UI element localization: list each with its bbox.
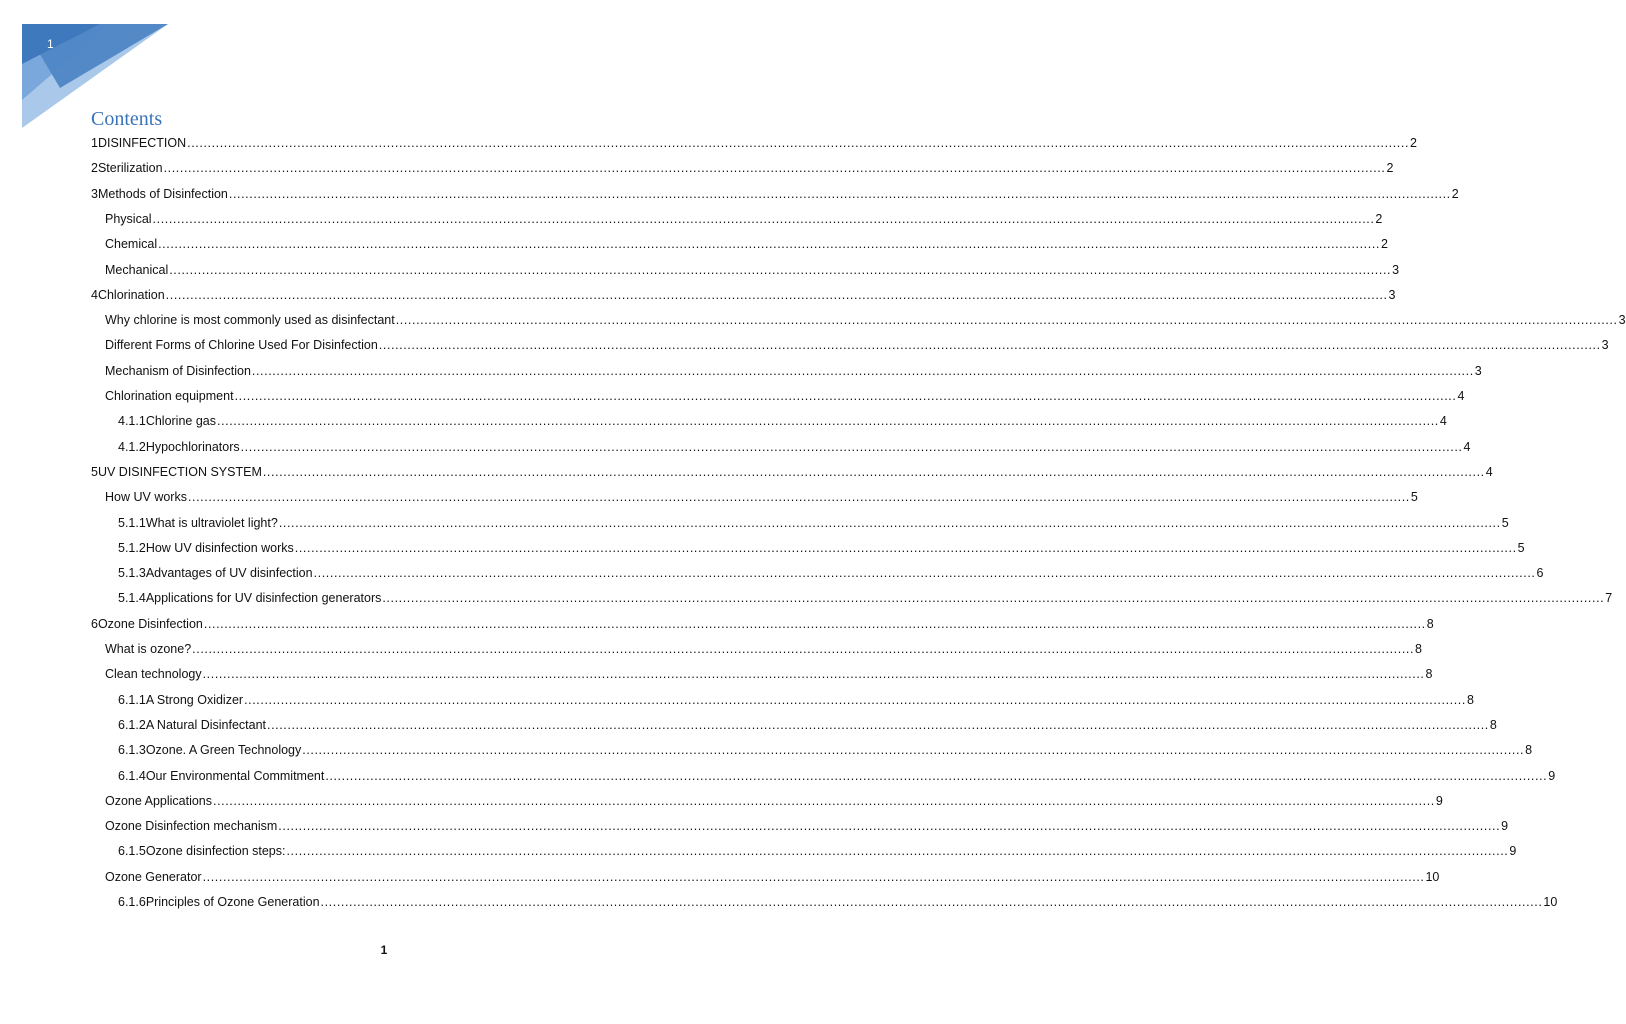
toc-entry[interactable] [91,462,1493,482]
toc-entry-number: 4 [91,287,98,302]
toc-entry-number: 4.1.1 [118,414,146,429]
toc-entry[interactable] [91,158,1394,178]
toc-dot-leader: ............................................................................................................................................................................................................................................................................................................ [202,667,1425,682]
toc-entry-page: 4 [1457,389,1465,403]
toc-dot-leader: ............................................................................................................................................................................................................................................................................................................ [217,414,1439,429]
toc-entry[interactable] [105,487,1418,507]
toc-entry-page: 5 [1517,540,1525,555]
toc-entry-title: Clean technology [105,667,202,682]
toc-dot-leader: ............................................................................................................................................................................................................................................................................................................ [267,717,1489,732]
toc-entry-title: A Strong Oxidizer [145,692,244,707]
toc-entry-title: Applications for UV disinfection generators [145,591,382,606]
toc-entry-page: 8 [1489,717,1497,732]
toc-dot-leader: ............................................................................................................................................................................................................................................................................................................ [294,540,1517,555]
toc-entry[interactable] [118,563,1544,583]
toc-entry[interactable] [91,184,1459,204]
toc-entry[interactable] [105,234,1388,254]
toc-entry[interactable] [118,715,1497,735]
toc-entry-page: 4 [1485,464,1493,479]
toc-entry-page: 5 [1501,515,1509,530]
toc-entry-page: 8 [1415,642,1422,656]
toc-entry[interactable] [118,766,1556,786]
toc-entry-title: Mechanical [105,262,169,277]
toc-entry-page: 8 [1466,692,1474,707]
toc-entry-title: Ozone Applications [105,793,213,808]
toc-entry-page: 7 [1605,591,1613,606]
toc-entry-title: Ozone disinfection steps: [145,844,286,859]
toc-entry-title: Hypochlorinators [145,439,240,454]
toc-entry-page: 9 [1509,844,1517,859]
toc-entry-page: 9 [1548,768,1556,783]
toc-entry[interactable] [91,133,1417,153]
toc-entry-title: What is ultraviolet light? [145,515,278,530]
toc-entry-title: Ozone Generator [105,869,202,884]
toc-entry[interactable] [105,209,1383,229]
toc-entry[interactable] [105,867,1440,887]
toc-entry-title: Ozone. A Green Technology [145,743,302,758]
toc-entry-number: 6.1.4 [118,768,146,783]
toc-dot-leader: ............................................................................................................................................................................................................................................................................................................ [192,642,1415,656]
toc-dot-leader: ............................................................................................................................................................................................................................................................................................................ [325,768,1548,783]
toc-entry[interactable] [118,437,1471,457]
toc-entry-title: Mechanism of Disinfection [105,363,251,378]
toc-entry[interactable] [105,816,1509,836]
toc-entry-title: Why chlorine is most commonly used as disinfectant [105,313,395,328]
toc-entry-page: 2 [1410,136,1417,150]
toc-entry[interactable] [118,740,1533,760]
toc-dot-leader: ............................................................................................................................................................................................................................................................................................................ [278,819,1501,834]
toc-entry-number: 5.1.2 [118,540,146,555]
toc-entry[interactable] [105,361,1482,381]
toc-entry-title: Different Forms of Chlorine Used For Disinfection [105,338,378,353]
toc-entry-number: 1 [91,136,98,150]
toc-entry-page: 2 [1451,186,1459,201]
toc-entry-title: UV DISINFECTION SYSTEM [97,464,262,479]
toc-dot-leader: ............................................................................................................................................................................................................................................................................................................ [213,793,1435,808]
toc-entry[interactable] [118,513,1509,533]
toc-entry-number: 3 [91,186,98,201]
toc-entry-page: 4 [1439,414,1447,429]
toc-entry-page: 4 [1463,439,1471,454]
toc-dot-leader: ............................................................................................................................................................................................................................................................................................................ [187,490,1410,505]
toc-dot-leader: ............................................................................................................................................................................................................................................................................................................ [286,844,1509,859]
toc-entry-title: Advantages of UV disinfection [145,566,313,581]
toc-entry-title: Chlorination equipment [105,389,234,403]
toc-entry-page: 3 [1618,313,1626,328]
toc-entry-number: 6.1.6 [118,895,146,909]
toc-entry-page: 9 [1501,819,1509,834]
toc-entry-number: 5.1.3 [118,566,146,581]
toc-entry-title: Chlorine gas [145,414,216,429]
toc-entry-title: A Natural Disinfectant [145,717,267,732]
toc-entry-page: 8 [1426,616,1434,631]
toc-entry-number: 6 [91,616,98,631]
toc-entry-title: Chlorination [97,287,165,302]
toc-entry[interactable] [105,335,1609,355]
toc-entry[interactable] [105,310,1626,330]
toc-dot-leader: ............................................................................................................................................................................................................................................................................................................ [163,161,1386,176]
toc-entry-page: 10 [1425,869,1440,884]
toc-entry[interactable] [105,664,1433,684]
toc-dot-leader: ............................................................................................................................................................................................................................................................................................................ [240,439,1463,454]
toc-entry-number: 6.1.5 [118,844,146,859]
toc-entry-page: 3 [1388,287,1396,302]
toc-entry-title: Ozone Disinfection mechanism [105,819,278,834]
toc-dot-leader: ............................................................................................................................................................................................................................................................................................................ [228,186,1451,201]
toc-entry-page: 6 [1536,566,1544,581]
toc-entry-title: Physical [105,211,152,226]
toc-entry[interactable] [91,614,1434,634]
toc-entry[interactable] [105,260,1400,280]
toc-entry-title: Chemical [105,237,158,252]
toc-entry-number: 6.1.1 [118,692,146,707]
toc-dot-leader: ............................................................................................................................................................................................................................................................................................................ [165,287,1388,302]
toc-dot-leader: ............................................................................................................................................................................................................................................................................................................ [251,363,1474,378]
toc-entry[interactable] [118,588,1613,608]
toc-entry[interactable] [91,285,1396,305]
toc-dot-leader: ............................................................................................................................................................................................................................................................................................................ [395,313,1618,328]
toc-entry-page: 3 [1601,338,1609,353]
toc-dot-leader: ............................................................................................................................................................................................................................................................................................................ [187,136,1410,150]
toc-dot-leader: ............................................................................................................................................................................................................................................................................................................ [378,338,1601,353]
toc-dot-leader: ............................................................................................................................................................................................................................................................................................................ [152,211,1375,226]
toc-entry-page: 2 [1386,161,1394,176]
toc-entry[interactable] [105,791,1443,811]
toc-entry-page: 2 [1375,211,1383,226]
toc-entry[interactable] [118,538,1525,558]
toc-entry-title: Methods of Disinfection [97,186,228,201]
toc-entry-page: 8 [1525,743,1533,758]
toc-entry-number: 2 [91,161,98,176]
toc-entry-page: 10 [1543,895,1558,909]
toc-dot-leader: ............................................................................................................................................................................................................................................................................................................ [203,616,1426,631]
toc-entry-page: 9 [1435,793,1443,808]
toc-entry-title: Ozone Disinfection [97,616,203,631]
toc-entry-number: 6.1.3 [118,743,146,758]
toc-entry-page: 8 [1425,667,1433,682]
toc-entry[interactable] [118,841,1517,861]
toc-entry-number: 5.1.1 [118,515,146,530]
toc-entry-title: Sterilization [97,161,163,176]
toc-entry-number: 5 [91,464,98,479]
toc-dot-leader: ............................................................................................................................................................................................................................................................................................................ [202,869,1425,884]
toc-entry-page: 2 [1380,237,1388,252]
toc-dot-leader: ............................................................................................................................................................................................................................................................................................................ [382,591,1605,606]
toc-entry-number: 4.1.2 [118,439,146,454]
toc-entry-title: What is ozone? [105,642,192,656]
toc-entry[interactable] [118,690,1474,710]
toc-dot-leader: ............................................................................................................................................................................................................................................................................................................ [278,515,1501,530]
toc-dot-leader: ............................................................................................................................................................................................................................................................................................................ [313,566,1536,581]
footer-page-number: 1 [380,943,388,957]
toc-entry-page: 3 [1474,363,1482,378]
toc-entry-page: 5 [1410,490,1418,505]
toc-dot-leader: ............................................................................................................................................................................................................................................................................................................ [320,895,1543,909]
toc-entry-title: How UV disinfection works [145,540,294,555]
toc-entry-number: 5.1.4 [118,591,146,606]
toc-dot-leader: ............................................................................................................................................................................................................................................................................................................ [244,692,1466,707]
toc-entry[interactable] [105,386,1465,406]
corner-page-marker: 1 [47,37,54,51]
contents-heading: Contents [91,108,163,130]
toc-dot-leader: ............................................................................................................................................................................................................................................................................................................ [234,389,1457,403]
toc-entry[interactable] [105,639,1422,659]
toc-entry-title: DISINFECTION [97,136,187,150]
toc-entry-title: Principles of Ozone Generation [145,895,320,909]
toc-entry-title: Our Environmental Commitment [145,768,325,783]
toc-dot-leader: ............................................................................................................................................................................................................................................................................................................ [158,237,1380,252]
toc-dot-leader: ............................................................................................................................................................................................................................................................................................................ [169,262,1392,277]
toc-entry[interactable] [118,411,1447,431]
toc-entry-page: 3 [1392,262,1400,277]
toc-entry-number: 6.1.2 [118,717,146,732]
toc-entry-title: How UV works [105,490,187,505]
toc-dot-leader: ............................................................................................................................................................................................................................................................................................................ [302,743,1525,758]
toc-entry[interactable] [118,892,1558,912]
toc-dot-leader: ............................................................................................................................................................................................................................................................................................................ [262,464,1485,479]
